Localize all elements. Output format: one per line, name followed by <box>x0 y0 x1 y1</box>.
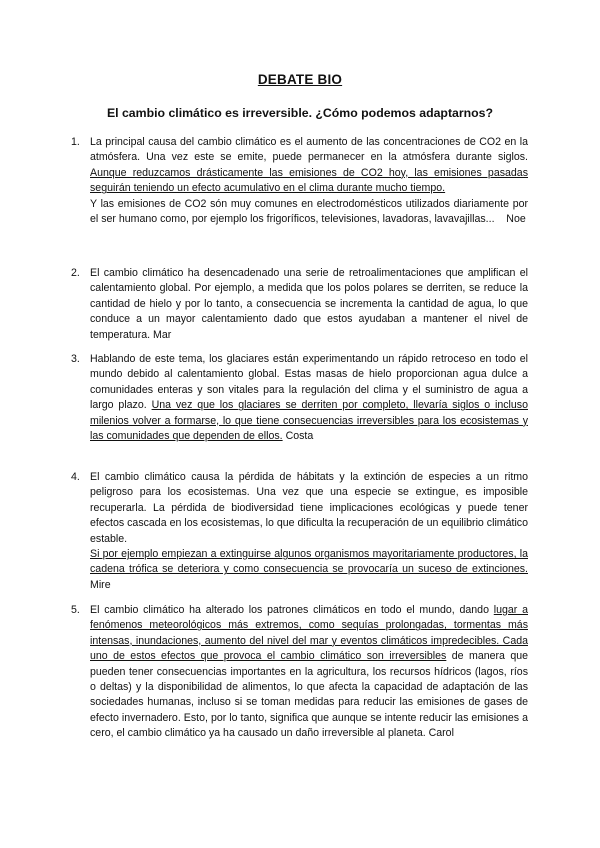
item-number: 1. <box>71 136 80 148</box>
item-text: El cambio climático causa la pérdida de hábitats y la extinción de especies a un ritmo peligroso para los ecosistemas. Una vez que una especie se extingue, es imposible recuperarla. La pérdida de biodiversidad tiene implicaciones ecológicas y puede tener efectos cascada en los ecosistemas, lo que dificulta la recuperación de un equilibrio climático estable. <box>90 471 528 545</box>
item-text: El cambio climático ha desencadenado una serie de retroalimentaciones que amplifican el calentamiento global. Por ejemplo, a medida que los polos polares se derriten, se reduce la cantidad de hielo y por lo tanto, a consecuencia se incrementa la cantidad de agua, lo que conduce a un mayor calentamiento dado que estos ayudaban a mantener el nivel de temperatura. <box>90 267 528 341</box>
item-text: Hablando de este tema, los glaciares están experimentando un rápido retroceso en todo el mundo debido al calentamiento global. Estas masas de hielo proporcionan agua dulce a comunidades enteras y son vitales para la regulación del clima y el suministro de agua a largo plazo. <box>90 353 528 412</box>
item-number: 5. <box>71 604 80 616</box>
list-item <box>71 266 528 343</box>
document-title: DEBATE BIO <box>257 72 343 87</box>
item-author: Carol <box>428 727 454 740</box>
item-paragraph <box>90 197 528 228</box>
list-item <box>71 352 528 444</box>
item-author: Costa <box>285 430 314 443</box>
list-item <box>71 135 528 227</box>
item-number: 2. <box>71 267 80 279</box>
list-item <box>71 470 528 593</box>
item-text-continued: de manera que pueden tener consecuencias importantes en la agricultura, los recursos hídricos (lagos, ríos o deltas) y la disponibilidad de alimentos, lo que afecta la capacidad de adaptación de las sociedades humanas, incluso si se toman medidas para reducir las emisiones de gases de efecto invernadero. Esto, por lo tanto, significa que aunque se intente reducir las emisiones a cero, el cambio climático ya ha causado un daño irreversible al planeta. <box>90 650 529 740</box>
item-author: Mire <box>90 578 111 591</box>
list-item <box>71 603 529 742</box>
item-underlined-text: Aunque reduzcamos drásticamente las emisiones de CO2 hoy, las emisiones pasadas seguirán teniendo un efecto acumulativo en el clima durante mucho tiempo. <box>90 166 528 195</box>
item-underlined-text: Una vez que los glaciares se derriten por completo, llevaría siglos o incluso milenios volver a formarse, lo que tiene consecuencias irreversibles para los ecosistemas y las comunidades que dependen de ellos. <box>90 399 528 443</box>
item-underlined-text: lugar a fenómenos meteorológicos más extremos, como sequías prolongadas, tormentas más intensas, inundaciones, aumento del nivel del mar y eventos climáticos impredecibles. Cada uno de estos efectos que provoca el cambio climático son irreversibles <box>90 604 528 663</box>
item-number: 3. <box>71 353 80 365</box>
item-underlined-text: Si por ejemplo empiezan a extinguirse algunos organismos mayoritariamente productores, la cadena trófica se deteriora y como consecuencia se provocaría un suceso de extinciones. <box>90 548 528 576</box>
item-text: El cambio climático ha alterado los patrones climáticos en todo el mundo, dando <box>90 604 489 616</box>
item-text: La principal causa del cambio climático es el aumento de las concentraciones de CO2 en la atmósfera. Una vez este se emite, puede permanecer en la atmósfera durante siglos. <box>90 136 528 164</box>
item-paragraph <box>90 547 528 593</box>
document-subtitle: El cambio climático es irreversible. ¿Cómo podemos adaptarnos? <box>106 106 494 120</box>
item-number: 4. <box>71 471 80 483</box>
item-text-continued: Y las emisiones de CO2 són muy comunes en electrodomésticos utilizados diariamente por el ser humano como, por ejemplo los frigoríficos, televisiones, lavadoras, lavavajillas... <box>90 197 528 226</box>
item-author: Mar <box>153 328 172 341</box>
item-author: Noe <box>506 213 526 226</box>
